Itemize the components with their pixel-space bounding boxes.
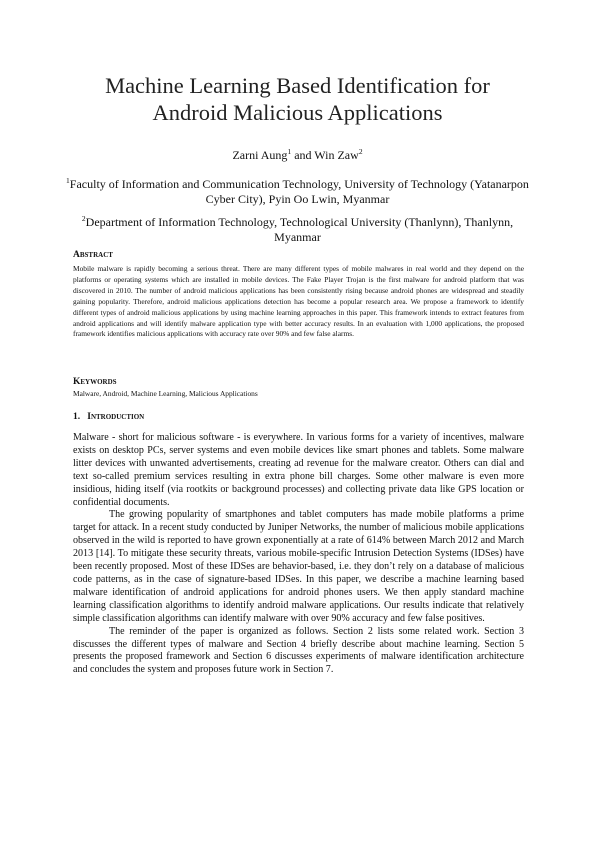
section-heading (73, 411, 144, 423)
author-list (40, 148, 555, 162)
section-number: 1. (73, 412, 81, 422)
abstract-heading: Abstract (73, 250, 113, 260)
affiliation-1 (60, 177, 535, 207)
affiliation-mark: 1 (66, 176, 70, 185)
title-line-1: Machine Learning Based Identification for (105, 73, 490, 98)
author-connector: and (291, 148, 315, 162)
title-line-2: Android Malicious Applications (152, 100, 443, 125)
affiliation-mark: 2 (81, 214, 86, 223)
keywords-heading: Keywords (73, 377, 117, 387)
abstract-text: Mobile malware is rapidly becoming a serious threat. There are many different types of mobile malwares in real world and they depend on the platforms or operating systems which are installed in mobile devices. The Fake Player Trojan is the first malware for android platform that was discovered in 2010. The number of android malicious applications has been consistently rising because android phones are widespread and steadily gaining popularity. Therefore, android malicious applications detection has become a popular research area. We propose a framework to identify different types of android malicious applications by using machine learning approaches in this paper. This framework intends to extract features from android applications and will identify malware application type with better accuracy results. In an evaluation with 1,000 applications, the proposed framework identifies malicious applications with accuracy rate over 90% and few false alarms. (73, 264, 524, 339)
affiliation-text: Department of Information Technology, Technological University (Thanlynn), Thanlynn, Myanmar (85, 215, 514, 244)
author-affiliation-mark: 1 (287, 147, 292, 156)
introduction-body (73, 432, 524, 677)
affiliation-2 (60, 215, 535, 245)
paper-title (40, 72, 555, 126)
author-affiliation-mark: 2 (358, 147, 363, 156)
section-title: Introduction (87, 412, 145, 422)
author-name: Zarni Aung (232, 148, 288, 162)
body-paragraph: Malware - short for malicious software - is everywhere. In various forms for a variety of incentives, malware exists on desktop PCs, server systems and even mobile devices like smart phones and tablets. Some malware litter devices with unwanted advertisements, creating ad revenue for the malware creator. Others can dial and text so-called premium services resulting in extra phone bill charges. Some other malware is even more insidious, hiding itself (via rootkits or background processes) and collecting private data like GPS location or confidential documents. (73, 432, 524, 508)
body-paragraph: The reminder of the paper is organized as follows. Section 2 lists some related work. Section 3 discusses the different types of malware and Section 4 briefly describe about machine learning. Section 5 presents the proposed framework and Section 6 discusses experiments of malware identification architecture and concludes the system and proposes future work in Section 7. (73, 625, 524, 676)
body-paragraph: The growing popularity of smartphones and tablet computers has made mobile platforms a prime target for attack. In a recent study conducted by Juniper Networks, the number of malicious mobile applications observed in the wild is reported to have grown exponentially at a rate of 614% between March 2012 and March 2013 [14]. To mitigate these security threats, various mobile-specific Intrusion Detection Systems (IDSes) have been recently proposed. Most of these IDSes are behavior-based, i.e. they don’t rely on a database of malicious code patterns, as in the case of signature-based IDSes. In this paper, we describe a machine learning based malware identification of android applications for android phones users. We then apply standard machine learning classification algorithms to identify android malware applications. Our results indicate that relatively simple classification algorithms can identify malware with over 90% accuracy and few false positives. (73, 509, 524, 624)
affiliation-text: Faculty of Information and Communication Technology, University of Technology (Yatanarpon Cyber City), Pyin Oo Lwin, Myanmar (69, 177, 529, 206)
keywords-text: Malware, Android, Machine Learning, Malicious Applications (73, 389, 258, 398)
author-name: Win Zaw (314, 148, 359, 162)
